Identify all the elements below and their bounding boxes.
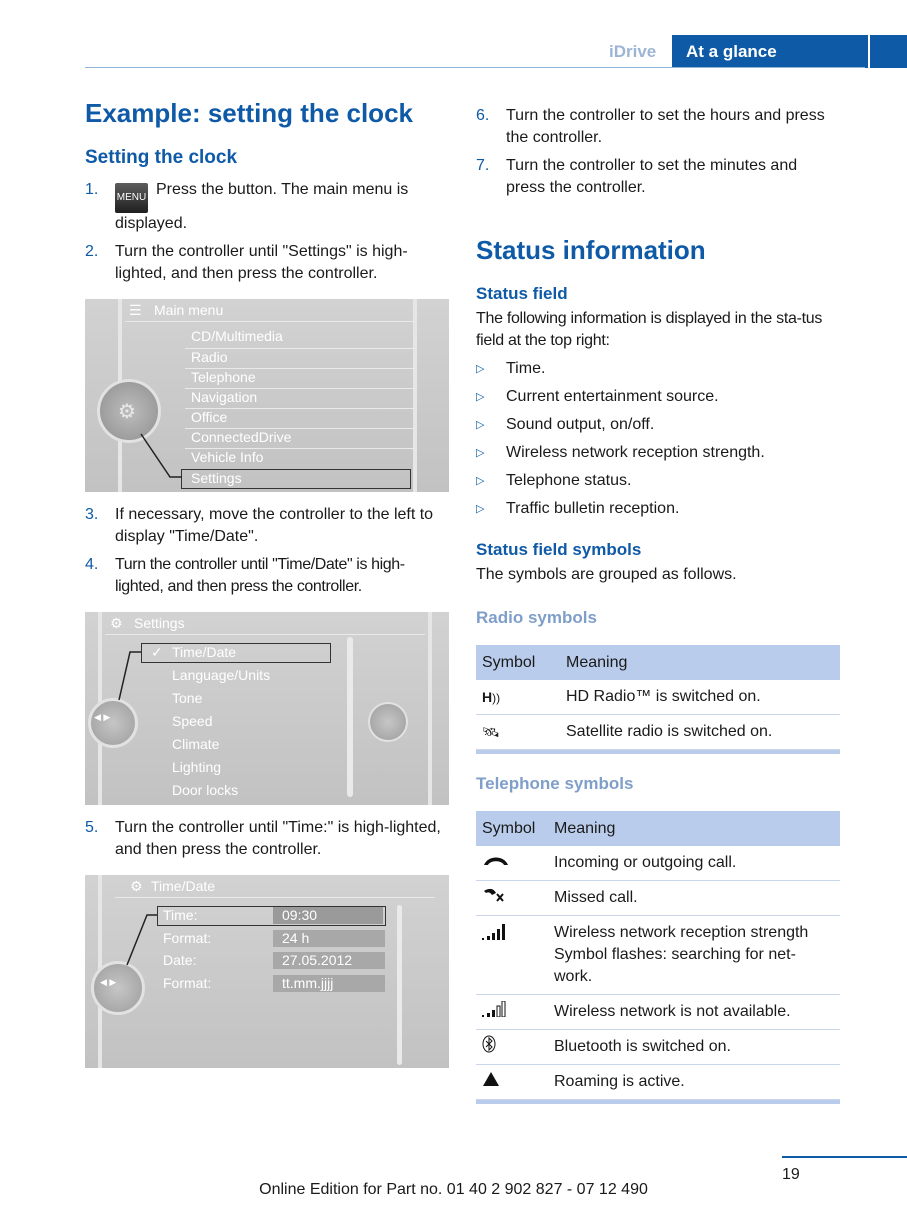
step-6 bbox=[476, 105, 840, 149]
menu-item: Language/Units bbox=[172, 667, 271, 683]
menu-item: Vehicle Info bbox=[191, 449, 264, 465]
section-heading: Setting the clock bbox=[85, 147, 238, 168]
step-number: 4. bbox=[85, 556, 99, 573]
status-field-heading: Status field bbox=[476, 284, 568, 303]
arrow-left-right-icon: ◀ ▶ bbox=[94, 712, 111, 722]
field-label: Format: bbox=[163, 930, 212, 946]
meaning-cell: Missed call. bbox=[548, 881, 840, 916]
menu-item: Radio bbox=[191, 349, 228, 365]
meaning-cell: HD Radio™ is switched on. bbox=[560, 680, 840, 715]
table-row bbox=[476, 881, 840, 916]
table-row bbox=[476, 1065, 840, 1100]
field-value: 24 h bbox=[282, 930, 310, 946]
status-title: Status information bbox=[476, 235, 706, 265]
footer-rule bbox=[782, 1156, 907, 1158]
step-number: 2. bbox=[85, 243, 99, 260]
step-4 bbox=[85, 554, 449, 598]
field-value: tt.mm.jjjj bbox=[282, 975, 334, 991]
pointer-line bbox=[85, 612, 449, 805]
table-row bbox=[476, 715, 840, 750]
field-value: 09:30 bbox=[282, 907, 318, 923]
symbols-intro: The symbols are grouped as follows. bbox=[476, 566, 737, 583]
list-item: ▷ Sound output, on/off. bbox=[476, 416, 655, 433]
table-row bbox=[476, 846, 840, 881]
menu-item: Lighting bbox=[172, 759, 222, 775]
step-7 bbox=[476, 155, 840, 199]
step-number: 3. bbox=[85, 506, 99, 523]
status-list bbox=[476, 358, 840, 520]
telephone-table bbox=[476, 811, 840, 1100]
step-number: 6. bbox=[476, 107, 490, 124]
list-item: ▷ Traffic bulletin reception. bbox=[476, 500, 680, 517]
phone-call-icon bbox=[476, 846, 548, 881]
step-2 bbox=[85, 241, 449, 285]
menu-item: Telephone bbox=[191, 369, 256, 385]
step-number: 5. bbox=[85, 819, 99, 836]
left-column bbox=[85, 98, 449, 1068]
meaning-cell: Wireless network is not available. bbox=[548, 995, 840, 1030]
missed-call-icon bbox=[476, 881, 548, 916]
menu-item: Door locks bbox=[172, 782, 239, 798]
screen-time-date bbox=[85, 875, 449, 1068]
page-number: 19 bbox=[782, 1166, 800, 1183]
hd-radio-icon: H)) bbox=[476, 680, 560, 715]
roaming-icon bbox=[476, 1065, 548, 1100]
pointer-line bbox=[85, 299, 449, 492]
table-row bbox=[476, 995, 840, 1030]
satellite-radio-icon: 🛰 bbox=[476, 715, 560, 750]
menu-item-selected: Settings bbox=[191, 470, 242, 486]
right-column bbox=[476, 105, 840, 1104]
step-text: If necessary, move the controller to the left to display "Time/Date". bbox=[115, 506, 434, 545]
screen-title: Settings bbox=[134, 615, 185, 631]
header-tab-accent bbox=[868, 35, 907, 68]
step-number: 7. bbox=[476, 157, 490, 174]
screen-title: Main menu bbox=[154, 302, 224, 318]
table-row bbox=[476, 1030, 840, 1065]
menu-item-selected: Time/Date bbox=[172, 644, 237, 660]
check-icon: ✓ bbox=[151, 644, 163, 660]
screen-settings bbox=[85, 612, 449, 805]
menu-item: Climate bbox=[172, 736, 220, 752]
col-meaning: Meaning bbox=[548, 811, 840, 846]
gear-icon: ⚙ bbox=[110, 615, 123, 631]
screen-title: Time/Date bbox=[151, 878, 216, 894]
col-symbol: Symbol bbox=[476, 811, 548, 846]
list-item: ▷ Time. bbox=[476, 360, 546, 377]
step-text: Turn the controller to set the minutes and press the controller. bbox=[506, 157, 798, 196]
field-label: Format: bbox=[163, 975, 212, 991]
meaning-cell: Bluetooth is switched on. bbox=[548, 1030, 840, 1065]
step-text: Turn the controller to set the hours and press the controller. bbox=[506, 107, 825, 146]
table-row bbox=[476, 680, 840, 715]
screen-main-menu bbox=[85, 299, 449, 492]
menu-item: ConnectedDrive bbox=[191, 429, 292, 445]
step-text: Press the button. The main menu is displayed. bbox=[115, 181, 409, 232]
no-signal-icon bbox=[476, 995, 548, 1030]
menu-button-icon: MENU bbox=[115, 183, 148, 213]
telephone-heading: Telephone symbols bbox=[476, 774, 634, 793]
menu-item: Speed bbox=[172, 713, 213, 729]
step-5 bbox=[85, 817, 449, 861]
radio-table bbox=[476, 645, 840, 750]
header-section: iDrive bbox=[609, 42, 657, 61]
table-end-rule bbox=[476, 1100, 840, 1104]
field-value: 27.05.2012 bbox=[282, 952, 353, 968]
bluetooth-icon bbox=[476, 1030, 548, 1065]
col-meaning: Meaning bbox=[560, 645, 840, 680]
step-text: Turn the controller until "Time/Date" is high-lighted, and then press the controller. bbox=[115, 556, 405, 595]
symbols-heading: Status field symbols bbox=[476, 540, 642, 559]
step-text: Turn the controller until "Time:" is high-lighted, and then press the controller. bbox=[115, 819, 441, 858]
meaning-cell: Satellite radio is switched on. bbox=[560, 715, 840, 750]
meaning-cell: Wireless network reception strength Symbol flashes: searching for net-work. bbox=[548, 916, 840, 995]
field-label: Time: bbox=[163, 907, 198, 923]
header-tab bbox=[672, 35, 868, 68]
footer-edition: Online Edition for Part no. 01 40 2 902 827 - 07 12 490 bbox=[259, 1181, 648, 1198]
table-header bbox=[476, 811, 840, 846]
table-row bbox=[476, 916, 840, 995]
gear-icon: ⚙ bbox=[118, 401, 136, 423]
settings-icon: ⚙ bbox=[130, 878, 143, 894]
pointer-line bbox=[85, 875, 449, 1068]
header-tab-label: At a glance bbox=[686, 42, 777, 61]
signal-strength-icon bbox=[476, 916, 548, 995]
menu-item: Office bbox=[191, 409, 228, 425]
header-rule bbox=[85, 67, 865, 68]
list-item: ▷ Wireless network reception strength. bbox=[476, 444, 765, 461]
meaning-cell: Roaming is active. bbox=[548, 1065, 840, 1100]
arrow-left-right-icon: ◀ ▶ bbox=[100, 977, 117, 987]
radio-heading: Radio symbols bbox=[476, 608, 597, 627]
table-end-rule bbox=[476, 750, 840, 754]
menu-item: CD/Multimedia bbox=[191, 328, 283, 344]
table-header bbox=[476, 645, 840, 680]
meaning-cell: Incoming or outgoing call. bbox=[548, 846, 840, 881]
list-item: ▷ Current entertainment source. bbox=[476, 388, 719, 405]
menu-list-icon: ☰ bbox=[129, 302, 142, 318]
step-1 bbox=[85, 179, 449, 235]
list-item: ▷ Telephone status. bbox=[476, 472, 632, 489]
step-text: Turn the controller until "Settings" is high-lighted, and then press the controller. bbox=[115, 243, 408, 282]
page-title: Example: setting the clock bbox=[85, 98, 413, 128]
step-3 bbox=[85, 504, 449, 548]
step-number: 1. bbox=[85, 181, 99, 198]
col-symbol: Symbol bbox=[476, 645, 560, 680]
status-field-intro: The following information is displayed in the sta-tus field at the top right: bbox=[476, 310, 823, 349]
menu-item: Navigation bbox=[191, 389, 258, 405]
menu-item: Tone bbox=[172, 690, 203, 706]
field-label: Date: bbox=[163, 952, 197, 968]
